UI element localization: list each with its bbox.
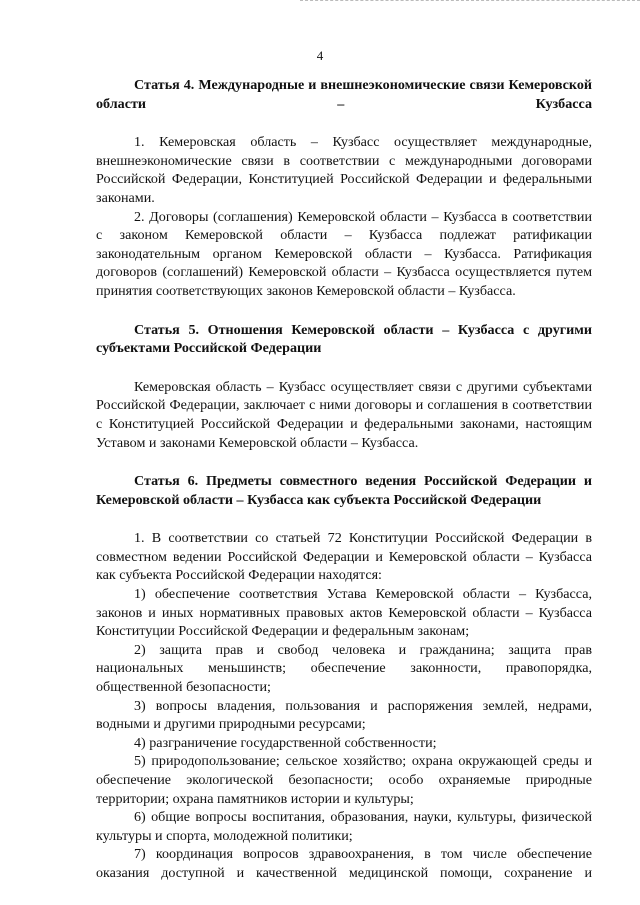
article-6-item-3: 3) вопросы владения, пользования и распоряжения землей, недрами, водными и другими природными ресурсами; <box>96 697 592 733</box>
article-6 <box>96 472 592 882</box>
article-6-item-4: 4) разграничение государственной собственности; <box>134 734 437 751</box>
article-5-heading: Статья 5. Отношения Кемеровской области – Кузбасса с другими субъектами Российской Федерации <box>96 321 592 357</box>
article-4-paragraph-1: 1. Кемеровская область – Кузбасс осуществляет международные, внешнеэкономические связи в соответствии с международными договорами Российской Федерации, Конституцией Российской Федерации и федеральными законами. <box>96 134 592 206</box>
document-body <box>96 76 592 883</box>
article-6-item-5: 5) природопользование; сельское хозяйство; охрана окружающей среды и обеспечение экологической безопасности; особо охраняемые природные территории; охрана памятников истории и культуры; <box>96 753 592 807</box>
article-4 <box>96 76 592 301</box>
article-6-paragraph-1: 1. В соответствии со статьей 72 Конституции Российской Федерации в совместном ведении Российской Федерации и Кемеровской области – Кузбасса как субъекта Российской Федерации находятся: <box>96 530 592 584</box>
article-6-item-2: 2) защита прав и свобод человека и гражданина; защита прав национальных меньшинств; обеспечение законности, правопорядка, общественной безопасности; <box>96 641 592 696</box>
article-5 <box>96 321 592 453</box>
article-6-item-6: 6) общие вопросы воспитания, образования, науки, культуры, физической культуры и спорта, молодежной политики; <box>96 809 592 844</box>
scan-edge-line <box>300 0 640 1</box>
article-6-item-7: 7) координация вопросов здравоохранения, в том числе обеспечение оказания доступной и качественной медицинской помощи, сохранение и <box>96 846 592 881</box>
article-6-item-1: 1) обеспечение соответствия Устава Кемеровской области – Кузбасса, законов и иных нормативных правовых актов Кемеровской области – Кузбасса Конституции Российской Федерации и федеральным законам; <box>96 586 592 640</box>
article-5-paragraph-1: Кемеровская область – Кузбасс осуществляет связи с другими субъектами Российской Федерации, заключает с ними договоры и соглашения в соответствии с Конституцией Российской Федерации и федеральными законами, настоящим Уставом и законами Кемеровской области – Кузбасса. <box>96 378 592 451</box>
article-6-heading: Статья 6. Предметы совместного ведения Российской Федерации и Кемеровской области – Кузбасса как субъекта Российской Федерации <box>96 473 592 508</box>
page-number: 4 <box>316 48 324 63</box>
article-4-paragraph-2: 2. Договоры (соглашения) Кемеровской области – Кузбасса в соответствии с законом Кемеровской области – Кузбасса подлежат ратификации законодательным органом Кемеровской области – Кузбасса. Ратификация договоров (соглашений) Кемеровской области – Кузбасса осуществляется путем принятия соответствующих законов Кемеровской области – Кузбасса. <box>96 208 592 299</box>
article-4-heading: Статья 4. Международные и внешнеэкономические связи Кемеровской области – Кузбасса <box>96 77 592 112</box>
